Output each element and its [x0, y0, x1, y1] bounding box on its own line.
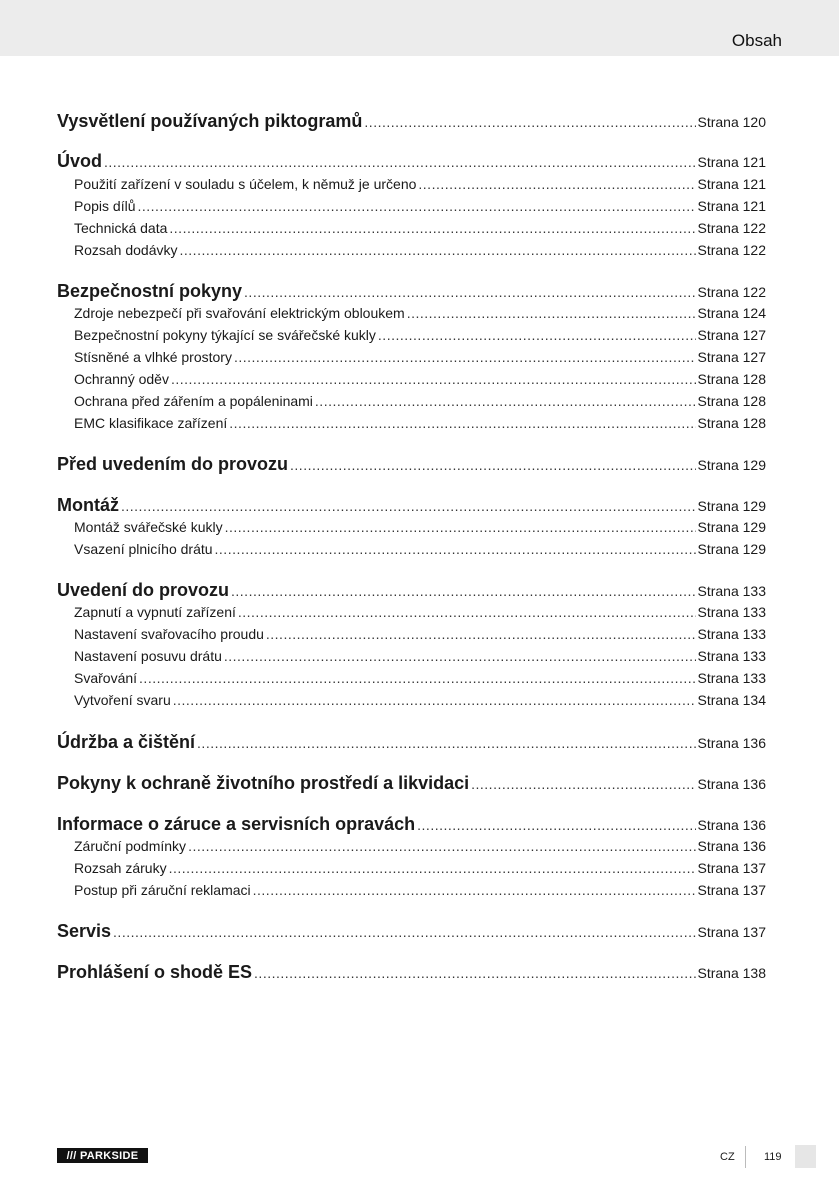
- toc-title: Informace o záruce a servisních opravách: [57, 814, 416, 834]
- toc-leader: [121, 498, 696, 514]
- toc-page: Strana 122: [697, 220, 766, 236]
- toc-subentry: [57, 176, 766, 192]
- toc-page: Strana 121: [697, 198, 766, 214]
- toc-title: Stísněné a vlhké prostory: [74, 349, 232, 365]
- toc-leader: [315, 393, 696, 409]
- toc-page: Strana 120: [697, 114, 766, 130]
- toc-title: Ochrana před zářením a popáleninami: [74, 393, 313, 409]
- toc-subentry: [57, 393, 766, 409]
- toc-page: Strana 134: [697, 692, 766, 708]
- toc-title: Prohlášení o shodě ES: [57, 962, 253, 982]
- toc-title: Montáž: [57, 495, 119, 515]
- toc-leader: [173, 692, 696, 708]
- toc-subentry: [57, 838, 766, 854]
- toc-subentry: [57, 882, 766, 898]
- header-band: [0, 0, 839, 56]
- toc-title: Zapnutí a vypnutí zařízení: [74, 604, 236, 620]
- toc-subentry: [57, 604, 766, 620]
- toc-page: Strana 136: [697, 735, 766, 751]
- toc-title: Rozsah dodávky: [74, 242, 178, 258]
- toc-entry: [57, 921, 766, 942]
- toc-page: Strana 136: [697, 817, 766, 833]
- language-code: CZ: [720, 1151, 735, 1163]
- toc-leader: [254, 965, 695, 981]
- toc-title: Postup při záruční reklamaci: [74, 882, 251, 898]
- toc-page: Strana 122: [697, 242, 766, 258]
- toc-title: Nastavení svařovacího proudu: [74, 626, 264, 642]
- toc-leader: [139, 670, 695, 686]
- toc-subentry: [57, 415, 766, 431]
- toc-entry: [57, 281, 766, 302]
- toc-leader: [169, 860, 696, 876]
- toc-subentry: [57, 242, 766, 258]
- toc-subentry: [57, 371, 766, 387]
- toc-title: Uvedení do provozu: [57, 580, 230, 600]
- toc-entry: [57, 814, 766, 835]
- toc-subentry: [57, 541, 766, 557]
- toc-leader: [238, 604, 696, 620]
- toc-entry: [57, 151, 766, 172]
- toc-page: Strana 138: [697, 965, 766, 981]
- toc-leader: [137, 198, 695, 214]
- toc-title: Rozsah záruky: [74, 860, 167, 876]
- toc-entry: [57, 962, 766, 983]
- toc-leader: [290, 457, 695, 473]
- toc-page: Strana 128: [697, 371, 766, 387]
- toc-leader: [169, 220, 695, 236]
- toc-page: Strana 133: [697, 648, 766, 664]
- parkside-logo: /// PARKSIDE: [57, 1148, 148, 1163]
- toc-title: Nastavení posuvu drátu: [74, 648, 222, 664]
- toc-title: Použití zařízení v souladu s účelem, k němuž je určeno: [74, 176, 417, 192]
- section-title: Obsah: [731, 31, 782, 50]
- toc-leader: [234, 349, 696, 365]
- toc-page: Strana 137: [697, 882, 766, 898]
- toc-leader: [418, 176, 695, 192]
- toc-page: Strana 128: [697, 415, 766, 431]
- toc-title: Pokyny k ochraně životního prostředí a likvidaci: [57, 773, 470, 793]
- toc-leader: [378, 327, 696, 343]
- toc-page: Strana 137: [697, 860, 766, 876]
- toc-title: Vytvoření svaru: [74, 692, 171, 708]
- toc-entry: [57, 495, 766, 516]
- toc-page: Strana 129: [697, 498, 766, 514]
- toc-page: Strana 121: [697, 154, 766, 170]
- toc-subentry: [57, 626, 766, 642]
- toc-page: Strana 127: [697, 349, 766, 365]
- toc-entry: [57, 580, 766, 601]
- toc-page: Strana 127: [697, 327, 766, 343]
- toc-title: Záruční podmínky: [74, 838, 187, 854]
- toc-subentry: [57, 860, 766, 876]
- toc-page: Strana 129: [697, 519, 766, 535]
- toc-page: Strana 133: [697, 583, 766, 599]
- toc-title: Vysvětlení používaných piktogramů: [57, 111, 363, 131]
- toc-title: Technická data: [74, 220, 168, 236]
- toc-leader: [113, 924, 695, 940]
- toc-leader: [266, 626, 696, 642]
- toc-leader: [231, 583, 695, 599]
- toc-leader: [364, 114, 695, 130]
- toc-title: Zdroje nebezpečí při svařování elektrickým obloukem: [74, 305, 405, 321]
- toc-leader: [180, 242, 696, 258]
- toc-subentry: [57, 692, 766, 708]
- toc-page: Strana 129: [697, 541, 766, 557]
- toc-leader: [253, 882, 696, 898]
- toc-page: Strana 136: [697, 776, 766, 792]
- toc-title: Před uvedením do provozu: [57, 454, 289, 474]
- toc-page: Strana 121: [697, 176, 766, 192]
- toc-entry: [57, 732, 766, 753]
- toc-leader: [417, 817, 695, 833]
- toc-title: EMC klasifikace zařízení: [74, 415, 228, 431]
- toc-entry: [57, 454, 766, 475]
- footer-divider: [745, 1146, 746, 1168]
- toc-page: Strana 133: [697, 604, 766, 620]
- toc-title: Servis: [57, 921, 112, 941]
- toc-page: Strana 122: [697, 284, 766, 300]
- toc-leader: [215, 541, 696, 557]
- toc-subentry: [57, 349, 766, 365]
- toc-leader: [171, 371, 696, 387]
- toc-page: Strana 133: [697, 670, 766, 686]
- toc-leader: [244, 284, 695, 300]
- toc-leader: [229, 415, 695, 431]
- toc-leader: [104, 154, 696, 170]
- page-number: 119: [764, 1151, 782, 1163]
- toc-page: Strana 133: [697, 626, 766, 642]
- toc-title: Bezpečnostní pokyny týkající se svářečské kukly: [74, 327, 376, 343]
- toc-subentry: [57, 648, 766, 664]
- toc-leader: [197, 735, 695, 751]
- toc-subentry: [57, 198, 766, 214]
- toc-title: Úvod: [57, 151, 102, 171]
- toc-page: Strana 136: [697, 838, 766, 854]
- toc-entry: [57, 111, 766, 132]
- toc-subentry: [57, 220, 766, 236]
- toc-title: Ochranný oděv: [74, 371, 169, 387]
- toc-leader: [224, 648, 696, 664]
- toc-page: Strana 128: [697, 393, 766, 409]
- toc-title: Montáž svářečské kukly: [74, 519, 223, 535]
- toc-page: Strana 129: [697, 457, 766, 473]
- toc-subentry: [57, 305, 766, 321]
- toc-title: Popis dílů: [74, 198, 136, 214]
- toc-title: Svařování: [74, 670, 138, 686]
- toc-leader: [188, 838, 695, 854]
- toc-leader: [471, 776, 695, 792]
- toc-title: Vsazení plnicího drátu: [74, 541, 213, 557]
- toc-title: Údržba a čištění: [57, 732, 196, 752]
- page-tab-marker: [795, 1145, 816, 1168]
- toc-subentry: [57, 519, 766, 535]
- toc-subentry: [57, 670, 766, 686]
- toc-subentry: [57, 327, 766, 343]
- toc-entry: [57, 773, 766, 794]
- toc-title: Bezpečnostní pokyny: [57, 281, 243, 301]
- toc-leader: [407, 305, 696, 321]
- toc-page: Strana 137: [697, 924, 766, 940]
- toc-page: Strana 124: [697, 305, 766, 321]
- toc-leader: [225, 519, 696, 535]
